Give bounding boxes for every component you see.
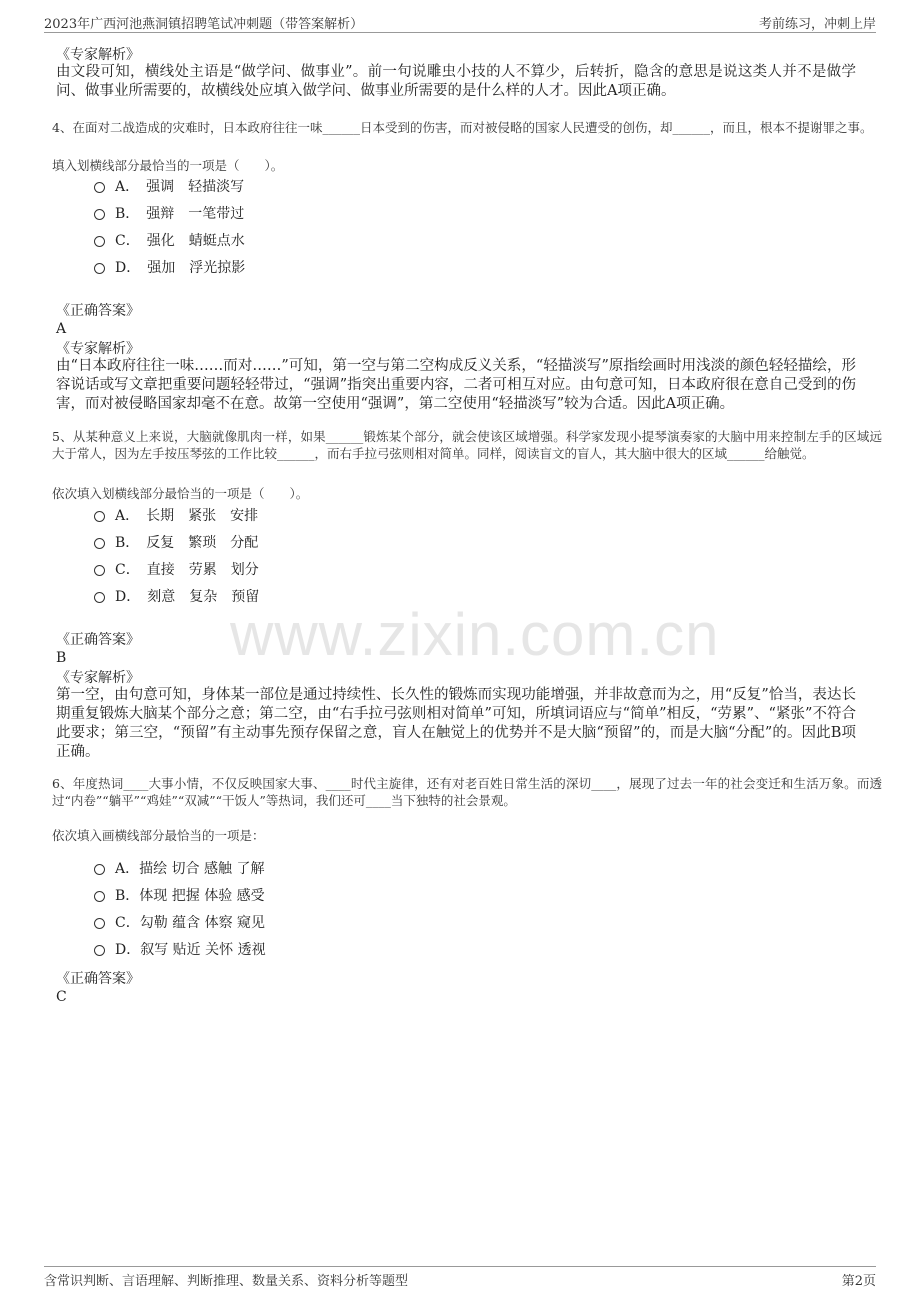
header-title: 2023年广西河池燕洞镇招聘笔试冲刺题（带答案解析） (44, 17, 364, 32)
option-label: A． 强调 轻描淡写 (115, 179, 245, 195)
question-4-option-d[interactable] (94, 258, 245, 278)
radio-icon[interactable] (94, 182, 105, 193)
answer-label: 《正确答案》 (56, 971, 140, 987)
radio-icon[interactable] (94, 891, 105, 902)
option-label: D．叙写 贴近 关怀 透视 (115, 942, 266, 958)
analysis-label: 《专家解析》 (56, 670, 140, 686)
question-6-stem: 6、年度热词____大事小情，不仅反映国家大事、____时代主旋律，还有对老百姓日常生活的深切____，展现了过去一年的社会变迁和生活万象。而透过“内卷”“躺平”“鸡娃”“双减”“干饭人”等热词，我们还可____当下独特的社会景观。 (52, 776, 882, 808)
question-4-prompt: 填入划横线部分最恰当的一项是（ ）。 (52, 158, 284, 173)
radio-icon[interactable] (94, 511, 105, 522)
option-label: D． 强加 浮光掠影 (115, 260, 246, 276)
analysis-label: 《专家解析》 (56, 47, 140, 63)
question-4-analysis: 由“日本政府往往一味……而对……”可知，第一空与第二空构成反义关系，“轻描淡写”原指绘画时用浅淡的颜色轻轻描绘，形容说话或写文章把重要问题轻轻带过，“强调”指突出重要内容，二者可相互对应。由句意可知，日本政府很在意自己受到的伤害，而对被侵略国家却毫不在意。故第一空使用“强调”，第二空使用“轻描淡写”较为合适。因此A项正确。 (56, 358, 856, 412)
question-5-option-b[interactable] (94, 533, 258, 553)
radio-icon[interactable] (94, 209, 105, 220)
question-6-option-c[interactable] (94, 913, 265, 933)
option-label: A． 长期 紧张 安排 (115, 508, 259, 524)
question-4-answer: A (56, 321, 67, 337)
question-4-option-c[interactable] (94, 231, 245, 251)
option-label: B． 反复 繁琐 分配 (115, 535, 259, 551)
option-label: B．体现 把握 体验 感受 (115, 888, 265, 904)
question-6-option-d[interactable] (94, 940, 266, 960)
footer-divider (44, 1266, 876, 1267)
question-5-stem: 5、从某种意义上来说，大脑就像肌肉一样，如果______锻炼某个部分，就会使该区域增强。科学家发现小提琴演奏家的大脑中用来控制左手的区域远大于常人，因为左手按压琴弦的工作比较______，而右手拉弓弦则相对简单。同样，阅读盲文的盲人，其大脑中很大的区域______给触觉。 (52, 429, 882, 461)
option-label: A．描绘 切合 感触 了解 (115, 861, 265, 877)
footer-note: 含常识判断、言语理解、判断推理、数量关系、资料分析等题型 (44, 1274, 409, 1289)
radio-icon[interactable] (94, 592, 105, 603)
answer-label: 《正确答案》 (56, 632, 140, 648)
page-header (0, 0, 920, 30)
answer-label: 《正确答案》 (56, 303, 140, 319)
option-label: B． 强辩 一笔带过 (115, 206, 245, 222)
question-5-prompt: 依次填入划横线部分最恰当的一项是（ ）。 (52, 486, 309, 501)
question-4-option-a[interactable] (94, 177, 244, 197)
question-6-answer: C (56, 989, 67, 1005)
radio-icon[interactable] (94, 538, 105, 549)
header-slogan: 考前练习，冲刺上岸 (758, 17, 876, 32)
question-5-answer: B (56, 650, 67, 666)
radio-icon[interactable] (94, 565, 105, 576)
option-label: C． 强化 蜻蜓点水 (115, 233, 245, 249)
question-6-option-a[interactable] (94, 859, 264, 879)
page-number: 第2页 (841, 1274, 876, 1289)
question-6-prompt: 依次填入画横线部分最恰当的一项是： (52, 828, 265, 843)
watermark: www.zixin.com.cn (230, 601, 720, 668)
option-label: C． 直接 劳累 划分 (115, 562, 259, 578)
analysis-label: 《专家解析》 (56, 341, 140, 357)
question-4-stem: 4、在面对二战造成的灾难时，日本政府往往一味______日本受到的伤害，而对被侵略的国家人民遭受的创伤，却______，而且，根本不提谢罪之事。 (52, 120, 873, 135)
question-6-option-b[interactable] (94, 886, 265, 906)
question-5-analysis: 第一空，由句意可知，身体某一部位是通过持续性、长久性的锻炼而实现功能增强，并非故意而为之，用“反复”恰当，表达长期重复锻炼大脑某个部分之意；第二空，由“右手拉弓弦则相对简单”可知，所填词语应与“简单”相反，“劳累”、“紧张”不符合此要求；第三空，“预留”有主动事先预存保留之意，盲人在触觉上的优势并不是大脑“预留”的，而是大脑“分配”的。因此B项正确。 (56, 687, 856, 760)
question-5-option-c[interactable] (94, 560, 259, 580)
question-4-option-b[interactable] (94, 204, 244, 224)
header-divider (44, 32, 876, 33)
option-label: C．勾勒 蕴含 体察 窥见 (115, 915, 266, 931)
question-5-option-a[interactable] (94, 506, 258, 526)
radio-icon[interactable] (94, 945, 105, 956)
radio-icon[interactable] (94, 918, 105, 929)
analysis-text: 由文段可知，横线处主语是“做学问、做事业”。前一句说雕虫小技的人不算少，后转折，隐含的意思是说这类人并不是做学问、做事业所需要的，故横线处应填入做学问、做事业所需要的是什么样的人才。因此A项正确。 (56, 64, 856, 99)
radio-icon[interactable] (94, 864, 105, 875)
radio-icon[interactable] (94, 236, 105, 247)
option-label: D． 刻意 复杂 预留 (115, 589, 260, 605)
radio-icon[interactable] (94, 263, 105, 274)
question-5-option-d[interactable] (94, 587, 259, 607)
